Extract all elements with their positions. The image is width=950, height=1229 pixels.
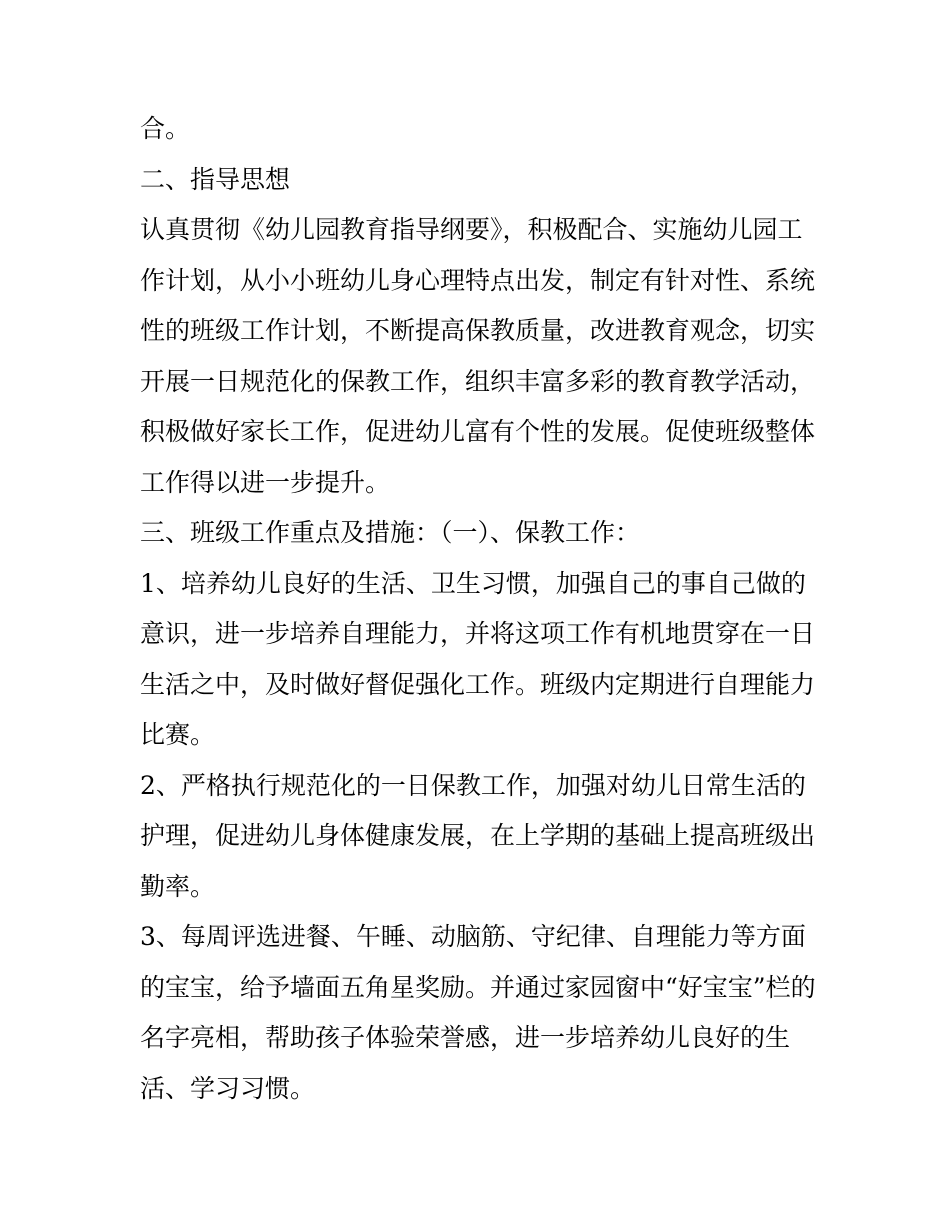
text-line: 的宝宝，给予墙面五角星奖励。并通过家园窗中“好宝宝”栏的 xyxy=(140,972,816,1002)
text-line: 护理，促进幼儿身体健康发展，在上学期的基础上提高班级出 xyxy=(140,821,816,850)
text-line: 工作得以进一步提升。 xyxy=(140,467,391,497)
text-line: 比赛。 xyxy=(140,720,216,749)
text-line: 作计划，从小小班幼儿身心理特点出发，制定有针对性、系统 xyxy=(140,265,816,295)
text-line: 生活之中，及时做好督促强化工作。班级内定期进行自理能力 xyxy=(140,669,816,699)
text-line: 合。 xyxy=(140,114,191,143)
text-line: 2、严格执行规范化的一日保教工作，加强对幼儿日常生活的 xyxy=(140,770,806,800)
text-line: 3、每周评选进餐、午睡、动脑筋、守纪律、自理能力等方面 xyxy=(140,922,806,951)
text-line: 活、学习习惯。 xyxy=(140,1073,316,1103)
text-line: 勤率。 xyxy=(140,871,216,901)
text-line: 开展一日规范化的保教工作，组织丰富多彩的教育教学活动， xyxy=(140,366,816,396)
text-line: 名字亮相，帮助孩子体验荣誉感，进一步培养幼儿良好的生 xyxy=(140,1023,791,1052)
section-heading: 二、指导思想 xyxy=(140,164,291,194)
document-body xyxy=(140,104,820,1114)
section-heading: 三、班级工作重点及措施：（一）、保教工作： xyxy=(140,518,641,547)
text-line: 认真贯彻《幼儿园教育指导纲要》，积极配合、实施幼儿园工 xyxy=(140,215,803,244)
text-line: 1、培养幼儿良好的生活、卫生习惯，加强自己的事自己做的 xyxy=(140,568,806,598)
text-line: 意识，进一步培养自理能力，并将这项工作有机地贯穿在一日 xyxy=(140,619,816,648)
text-line: 积极做好家长工作，促进幼儿富有个性的发展。促使班级整体 xyxy=(140,417,816,446)
text-line: 性的班级工作计划，不断提高保教质量，改进教育观念，切实 xyxy=(140,316,816,345)
